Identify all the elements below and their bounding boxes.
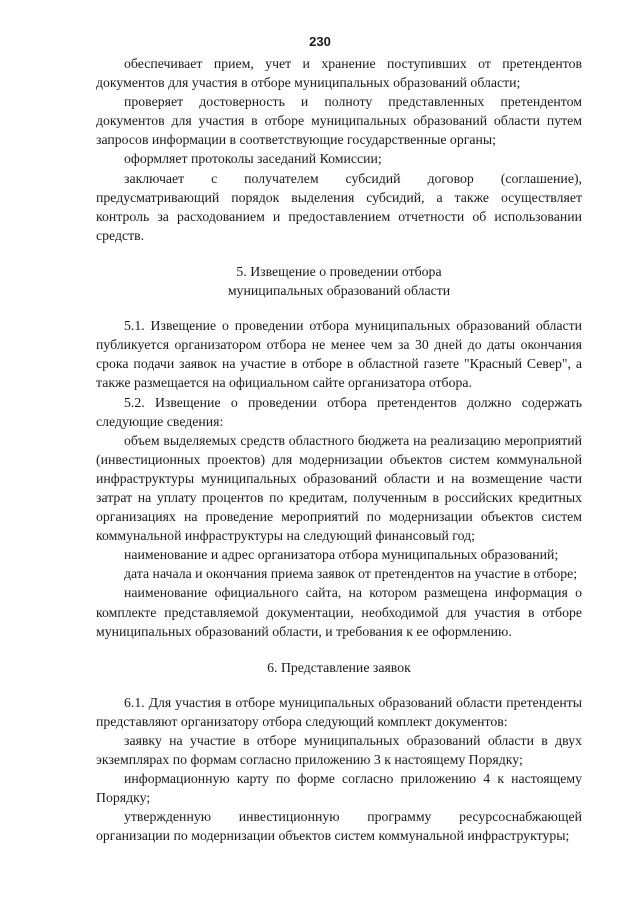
paragraph: проверяет достоверность и полноту представленных претендентом документов для участия в отборе муниципальных образований области путем запросов информации в соответствующие государственные органы;: [96, 94, 582, 148]
paragraph: 5.1. Извещение о проведении отбора муниципальных образований области публикуется организатором отбора не менее чем за 30 дней до даты окончания срока подачи заявок на участие в отборе в областной газете "Красный Север", а также размещается на официальном сайте организатора отбора.: [96, 318, 582, 391]
document-body: [96, 54, 582, 846]
paragraph: заключает с получателем субсидий договор (соглашение), предусматривающий порядок выделения субсидий, а также осуществляет контроль за расходованием и предоставлением отчетности об использовании средств.: [96, 170, 582, 243]
section-5-heading-line-2: муниципальных образований области: [227, 283, 451, 299]
paragraph: обеспечивает прием, учет и хранение поступивших от претендентов документов для участия в отборе муниципальных образований области;: [96, 56, 582, 91]
paragraph: наименование официального сайта, на котором размещена информация о комплекте представляемой документации, необходимой для участия в отборе муниципальных образований области, и требования к ее оформлению.: [96, 585, 582, 639]
section-5-heading-line-1: 5. Извещение о проведении отбора: [236, 263, 442, 279]
paragraph: наименование и адрес организатора отбора муниципальных образований;: [124, 547, 559, 563]
paragraph: утвержденную инвестиционную программу ресурсоснабжающей организации по модернизации объектов систем коммунальной инфраструктуры;: [96, 809, 582, 844]
page-number: 230: [309, 34, 331, 49]
paragraph: объем выделяемых средств областного бюджета на реализацию мероприятий (инвестиционных проектов) для модернизации объектов систем коммунальной инфраструктуры муниципальных образований области и на возмещение части затрат на уплату процентов по кредитам, полученным в российских кредитных организациях на проведение мероприятий по модернизации объектов систем коммунальной инфраструктуры на следующий финансовый год;: [96, 432, 582, 544]
section-6-heading: 6. Представление заявок: [267, 659, 411, 675]
paragraph: заявку на участие в отборе муниципальных образований области в двух экземплярах по формам согласно приложению 3 к настоящему Порядку;: [96, 733, 582, 768]
paragraph: оформляет протоколы заседаний Комиссии;: [124, 151, 382, 167]
paragraph: дата начала и окончания приема заявок от претендентов на участие в отборе;: [124, 566, 578, 582]
paragraph: информационную карту по форме согласно приложению 4 к настоящему Порядку;: [96, 771, 582, 806]
paragraph: 5.2. Извещение о проведении отбора претендентов должно содержать следующие сведения:: [96, 394, 582, 429]
paragraph: 6.1. Для участия в отборе муниципальных образований области претенденты представляют организатору отбора следующий комплект документов:: [96, 694, 582, 729]
